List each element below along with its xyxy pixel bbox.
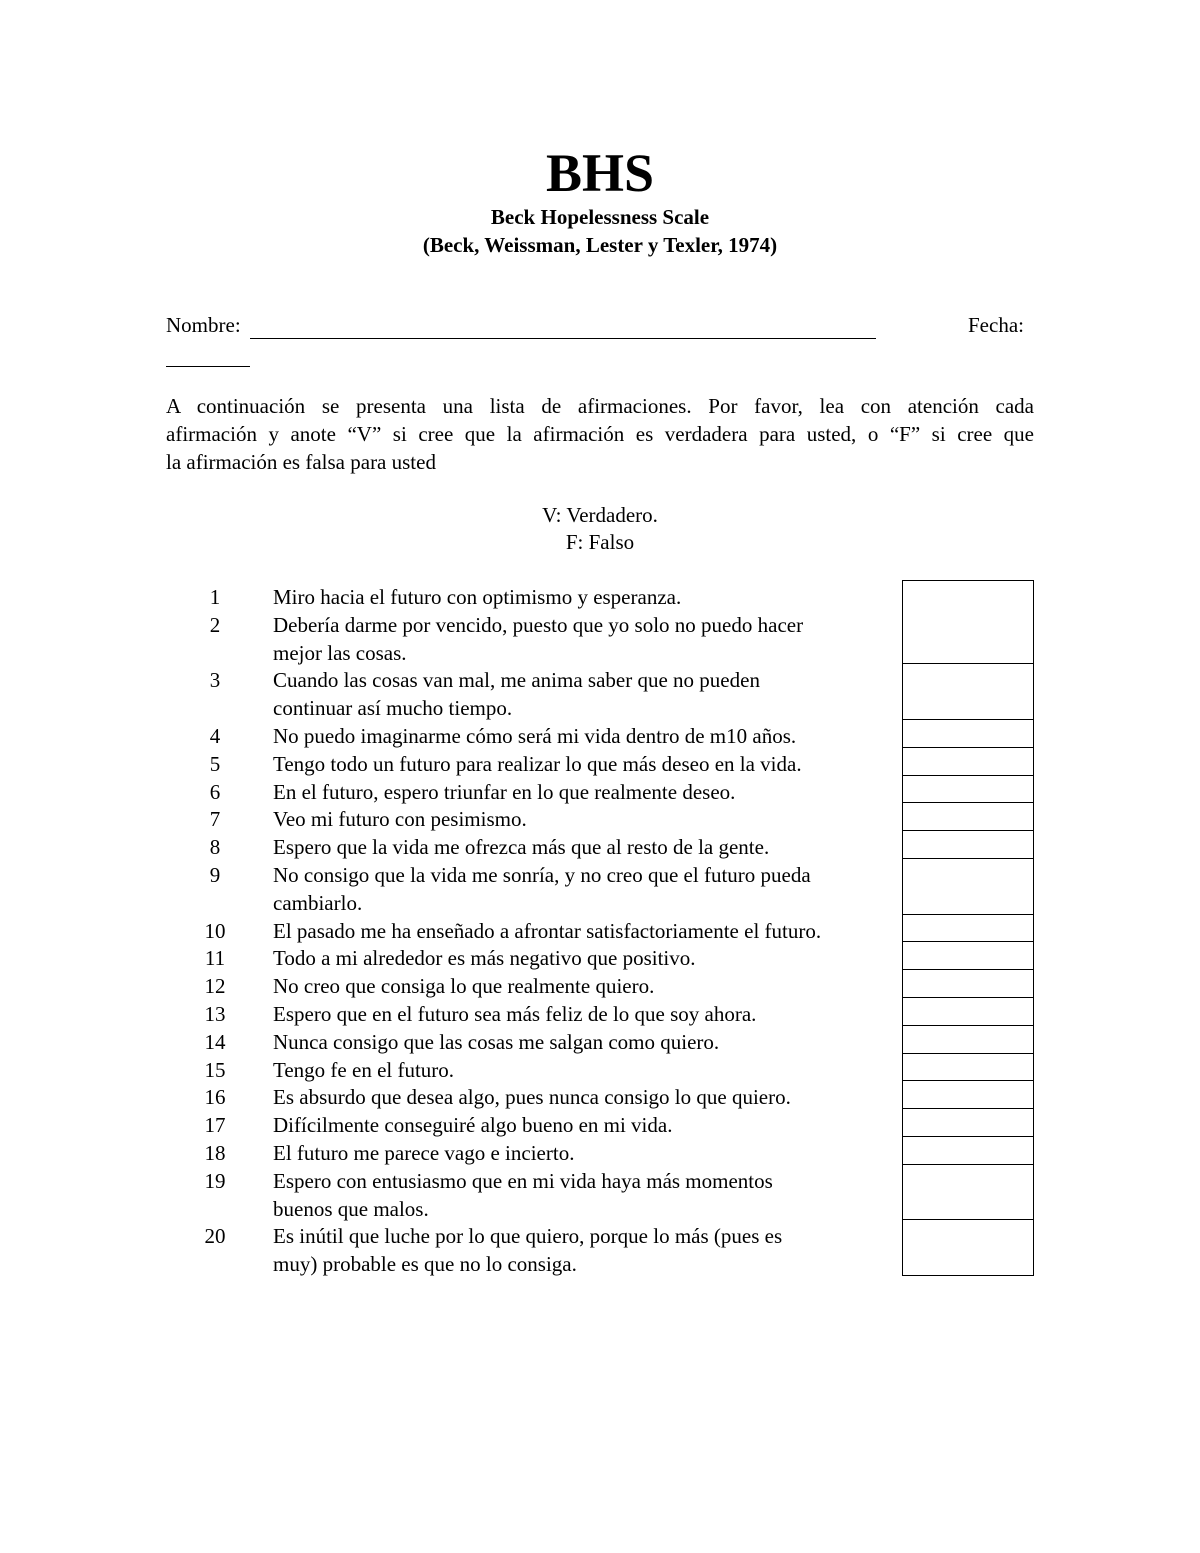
item-statement: Cuando las cosas van mal, me anima saber que no pueden continuar así mucho tiempo.	[273, 668, 760, 721]
item-statement: Todo a mi alrededor es más negativo que positivo.	[273, 946, 696, 971]
scale-name: Beck Hopelessness Scale	[490, 205, 710, 229]
item-statement: Espero que en el futuro sea más feliz de lo que soy ahora.	[273, 1002, 757, 1026]
item-statement: Veo mi futuro con pesimismo.	[273, 807, 527, 832]
item-number: 19	[204, 1168, 226, 1193]
item-statement: Es absurdo que desea algo, pues nunca consigo lo que quiero.	[273, 1085, 791, 1110]
list-item	[0, 1026, 1200, 1054]
answer-box[interactable]	[902, 720, 1034, 748]
list-item	[0, 1109, 1200, 1137]
instructions-line: afirmación y anote “V” si cree que la afirmación es verdadera para usted, o “F” si cree que	[166, 422, 1034, 446]
item-number: 2	[209, 612, 221, 637]
item-statement: Tengo fe en el futuro.	[273, 1057, 455, 1082]
item-statement: El pasado me ha enseñado a afrontar satisfactoriamente el futuro.	[273, 918, 822, 943]
answer-box[interactable]	[902, 664, 1034, 720]
answer-box[interactable]	[902, 1165, 1034, 1221]
item-number: 4	[209, 724, 221, 748]
list-item	[0, 942, 1200, 970]
answer-box[interactable]	[902, 776, 1034, 804]
nombre-label: Nombre:	[166, 313, 241, 337]
page-title: BHS	[545, 143, 655, 203]
answer-box[interactable]	[902, 859, 1034, 915]
fecha-field[interactable]	[166, 366, 250, 367]
answer-box[interactable]	[902, 803, 1034, 831]
item-statement: No creo que consiga lo que realmente quiero.	[273, 974, 655, 999]
list-item	[0, 609, 1200, 665]
item-statement: Espero con entusiasmo que en mi vida haya más momentos buenos que malos.	[273, 1168, 773, 1221]
answer-box[interactable]	[902, 609, 1034, 665]
answer-box[interactable]	[902, 1054, 1034, 1082]
item-number: 3	[209, 668, 221, 693]
list-item	[0, 581, 1200, 609]
list-item	[0, 1081, 1200, 1109]
item-number: 8	[209, 835, 221, 860]
item-statement: No consigo que la vida me sonría, y no creo que el futuro pueda cambiarlo.	[273, 863, 811, 915]
list-item	[0, 1054, 1200, 1082]
answer-box[interactable]	[902, 1026, 1034, 1054]
instructions-line: la afirmación es falsa para usted	[166, 450, 436, 474]
item-number: 12	[204, 974, 226, 999]
list-item	[0, 720, 1200, 748]
item-statement: Miro hacia el futuro con optimismo y esperanza.	[273, 585, 682, 609]
item-statement: Es inútil que luche por lo que quiero, porque lo más (pues es muy) probable es que no lo consiga.	[273, 1224, 783, 1277]
answer-box[interactable]	[902, 915, 1034, 943]
item-statement: No puedo imaginarme cómo será mi vida dentro de m10 años.	[273, 724, 797, 748]
legend-verdadero: V: Verdadero.	[542, 503, 658, 527]
answer-box[interactable]	[902, 942, 1034, 970]
list-item	[0, 831, 1200, 859]
item-number: 1	[209, 585, 221, 609]
answer-box[interactable]	[902, 1220, 1034, 1276]
item-number: 16	[204, 1085, 226, 1110]
item-number: 17	[204, 1113, 226, 1138]
item-statement: Nunca consigo que las cosas me salgan como quiero.	[273, 1029, 720, 1054]
item-statement: En el futuro, espero triunfar en lo que realmente deseo.	[273, 779, 736, 804]
item-number: 15	[204, 1057, 226, 1082]
legend-falso: F: Falso	[565, 530, 635, 554]
list-item	[0, 1165, 1200, 1221]
answer-box[interactable]	[902, 748, 1034, 776]
answer-box[interactable]	[902, 1109, 1034, 1137]
list-item	[0, 915, 1200, 943]
list-item	[0, 664, 1200, 720]
list-item	[0, 1137, 1200, 1165]
item-number: 18	[204, 1141, 226, 1165]
list-item	[0, 1220, 1200, 1276]
item-number: 10	[204, 918, 226, 943]
item-number: 7	[209, 807, 221, 832]
item-statement: Debería darme por vencido, puesto que yo solo no puedo hacer mejor las cosas.	[273, 612, 804, 665]
item-statement: El futuro me parece vago e incierto.	[273, 1141, 575, 1165]
item-number: 9	[209, 863, 221, 887]
scale-citation: (Beck, Weissman, Lester y Texler, 1974)	[422, 233, 778, 257]
item-number: 20	[204, 1224, 226, 1249]
nombre-field[interactable]	[250, 338, 876, 339]
list-item	[0, 776, 1200, 804]
item-number: 14	[204, 1029, 226, 1054]
answer-box[interactable]	[902, 831, 1034, 859]
list-item	[0, 859, 1200, 915]
list-item	[0, 748, 1200, 776]
item-statement: Difícilmente conseguiré algo bueno en mi vida.	[273, 1113, 673, 1138]
item-number: 5	[209, 751, 221, 776]
fecha-label: Fecha:	[968, 313, 1024, 337]
answer-box[interactable]	[902, 580, 1034, 610]
answer-box[interactable]	[902, 998, 1034, 1026]
instructions-line: A continuación se presenta una lista de afirmaciones. Por favor, lea con atención cada	[166, 394, 1034, 418]
answer-box[interactable]	[902, 1137, 1034, 1165]
item-number: 13	[204, 1002, 226, 1026]
instructions	[166, 392, 1034, 476]
item-statement: Tengo todo un futuro para realizar lo que más deseo en la vida.	[273, 751, 802, 776]
list-item	[0, 970, 1200, 998]
list-item	[0, 803, 1200, 831]
list-item	[0, 998, 1200, 1026]
item-number: 11	[204, 946, 226, 971]
answer-box[interactable]	[902, 1081, 1034, 1109]
item-number: 6	[209, 779, 221, 804]
answer-box[interactable]	[902, 970, 1034, 998]
item-statement: Espero que la vida me ofrezca más que al resto de la gente.	[273, 835, 770, 860]
